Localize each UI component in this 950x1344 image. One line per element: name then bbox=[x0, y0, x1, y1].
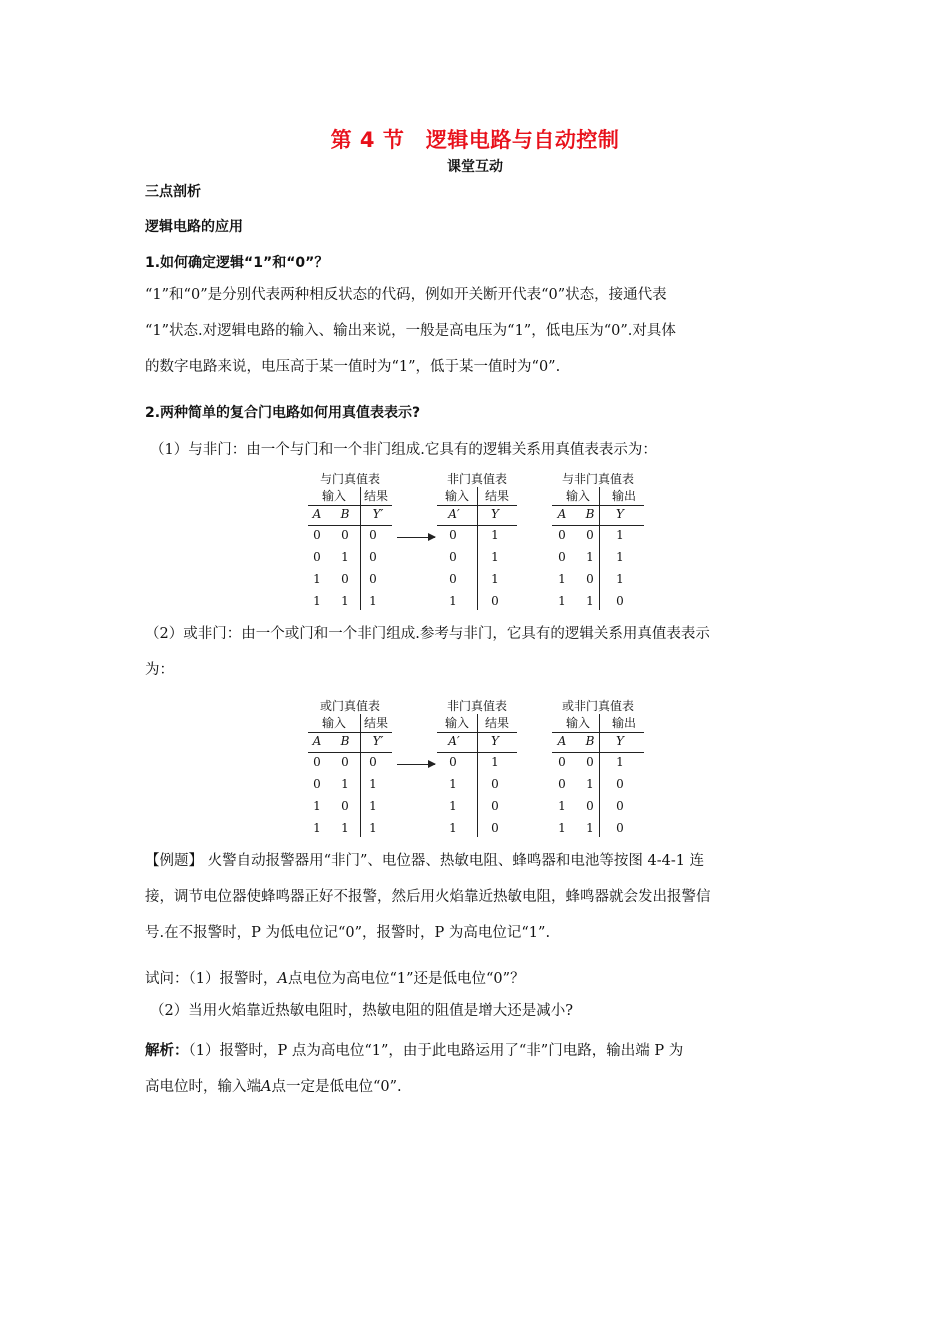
variable-row bbox=[552, 734, 644, 753]
or-truth-table bbox=[308, 697, 392, 837]
table-row: 1 1 1 bbox=[313, 821, 377, 835]
header-input: 输入 bbox=[444, 716, 469, 730]
table-row: 1 0 1 bbox=[313, 799, 377, 813]
arrow-icon bbox=[397, 537, 435, 538]
table-caption: 与非门真值表 bbox=[561, 472, 634, 486]
nor-intro-line-1: （2）或非门：由一个或门和一个非门组成.参考与非门，它具有的逻辑关系用真值表表示 bbox=[145, 626, 710, 642]
nor-intro bbox=[145, 616, 810, 688]
section-heading: 三点剖析 bbox=[145, 184, 201, 200]
header-input: 输入 bbox=[565, 716, 590, 730]
example-problem bbox=[145, 843, 810, 951]
header-input: 输入 bbox=[321, 716, 346, 730]
page-title: 第 4 节 逻辑电路与自动控制 bbox=[330, 128, 620, 152]
table-row: 0 1 bbox=[449, 528, 499, 542]
header-result: 结果 bbox=[484, 716, 509, 730]
nand-intro: （1）与非门：由一个与门和一个非门组成.它具有的逻辑关系用真值表表示为： bbox=[150, 442, 657, 458]
header-output: 输出 bbox=[611, 716, 636, 730]
table-row: 1 1 0 bbox=[558, 594, 624, 608]
not-truth-table bbox=[437, 470, 517, 610]
variable-row bbox=[308, 507, 392, 526]
example-label: 【例题】 bbox=[145, 853, 203, 869]
table-row: 1 0 0 bbox=[313, 572, 377, 586]
table-row: 1 1 1 bbox=[313, 594, 377, 608]
table-row: 1 1 0 bbox=[558, 821, 624, 835]
solution-line-2: 高电位时，输入端A点一定是低电位“0”. bbox=[145, 1079, 402, 1095]
variable-row bbox=[552, 507, 644, 526]
solution-label: 解析： bbox=[145, 1043, 189, 1059]
table-row: 1 0 1 bbox=[558, 572, 624, 586]
var-aprime: A′ bbox=[448, 507, 460, 521]
var-a: A bbox=[312, 507, 322, 521]
var-aprime: A′ bbox=[448, 734, 460, 748]
var-b: B bbox=[340, 734, 350, 748]
solution-line-1: 解析：（1）报警时，P 点为高电位“1”，由于此电路运用了“非”门电路，输出端 P 为 bbox=[145, 1043, 684, 1059]
table-row: 0 1 bbox=[449, 572, 499, 586]
and-truth-table bbox=[308, 470, 392, 610]
header-result: 结果 bbox=[484, 489, 509, 503]
var-b: B bbox=[585, 507, 595, 521]
table-row: 0 0 0 bbox=[313, 528, 377, 542]
var-yprime: Y′ bbox=[372, 734, 384, 748]
var-y: Y bbox=[616, 734, 624, 748]
solution bbox=[145, 1033, 810, 1105]
q1-line-1: “1”和“0”是分别代表两种相反状态的代码，例如开关断开代表“0”状态，接通代表 bbox=[145, 287, 667, 303]
var-yprime: Y′ bbox=[372, 507, 384, 521]
header-input: 输入 bbox=[321, 489, 346, 503]
table-row: 1 0 bbox=[449, 594, 499, 608]
header-input: 输入 bbox=[565, 489, 590, 503]
not-truth-table bbox=[437, 697, 517, 837]
table-header bbox=[552, 714, 644, 733]
header-output: 输出 bbox=[611, 489, 636, 503]
question-2: （2）当用火焰靠近热敏电阻时，热敏电阻的阻值是增大还是减小? bbox=[150, 1003, 573, 1019]
table-caption: 非门真值表 bbox=[446, 472, 507, 486]
q1-line-2: “1”状态.对逻辑电路的输入、输出来说，一般是高电压为“1”，低电压为“0”.对具体 bbox=[145, 323, 676, 339]
nor-truth-table bbox=[552, 697, 644, 837]
nor-intro-line-2: 为： bbox=[145, 662, 174, 678]
table-header bbox=[308, 487, 392, 506]
table-row: 0 1 0 bbox=[558, 777, 624, 791]
arrow-icon bbox=[397, 764, 435, 765]
example-line-1: 【例题】 火警自动报警器用“非门”、电位器、热敏电阻、蜂鸣器和电池等按图 4-4-1 连 bbox=[145, 853, 705, 869]
header-input: 输入 bbox=[444, 489, 469, 503]
nand-truth-table bbox=[552, 470, 644, 610]
example-questions bbox=[145, 963, 810, 1027]
var-b: B bbox=[585, 734, 595, 748]
table-row: 0 1 bbox=[449, 755, 499, 769]
var-y: Y bbox=[616, 507, 624, 521]
variable-row bbox=[308, 734, 392, 753]
question-1: 试问：（1）报警时，A点电位为高电位“1”还是低电位“0”？ bbox=[145, 971, 525, 987]
var-b: B bbox=[340, 507, 350, 521]
table-row: 0 1 bbox=[449, 550, 499, 564]
table-header bbox=[308, 714, 392, 733]
var-a: A bbox=[312, 734, 322, 748]
example-line-2: 接，调节电位器使蜂鸣器正好不报警，然后用火焰靠近热敏电阻，蜂鸣器就会发出报警信 bbox=[145, 889, 711, 905]
page-subtitle: 课堂互动 bbox=[447, 159, 503, 175]
table-row: 1 0 bbox=[449, 777, 499, 791]
table-row: 0 0 0 bbox=[313, 755, 377, 769]
question-1-heading: 1.如何确定逻辑“1”和“0”？ bbox=[145, 255, 329, 271]
table-row: 1 0 bbox=[449, 799, 499, 813]
table-row: 0 0 1 bbox=[558, 755, 624, 769]
example-line-3: 号.在不报警时，P 为低电位记“0”，报警时，P 为高电位记“1”. bbox=[145, 925, 551, 941]
question-2-heading: 2.两种简单的复合门电路如何用真值表表示? bbox=[145, 405, 421, 421]
var-y: Y bbox=[491, 507, 499, 521]
table-row: 1 0 0 bbox=[558, 799, 624, 813]
table-row: 0 1 0 bbox=[313, 550, 377, 564]
var-a: A bbox=[557, 734, 567, 748]
table-row: 0 1 1 bbox=[313, 777, 377, 791]
header-result: 结果 bbox=[363, 716, 388, 730]
table-caption: 或非门真值表 bbox=[561, 699, 634, 713]
table-caption: 或门真值表 bbox=[319, 699, 380, 713]
table-row: 1 0 bbox=[449, 821, 499, 835]
topic-heading: 逻辑电路的应用 bbox=[145, 219, 243, 235]
table-caption: 非门真值表 bbox=[446, 699, 507, 713]
q1-line-3: 的数字电路来说，电压高于某一值时为“1”，低于某一值时为“0”. bbox=[145, 359, 561, 375]
table-row: 0 1 1 bbox=[558, 550, 624, 564]
var-y: Y bbox=[491, 734, 499, 748]
var-a: A bbox=[557, 507, 567, 521]
table-row: 0 0 1 bbox=[558, 528, 624, 542]
question-1-answer bbox=[145, 277, 810, 385]
table-header bbox=[552, 487, 644, 506]
table-caption: 与门真值表 bbox=[319, 472, 380, 486]
header-result: 结果 bbox=[363, 489, 388, 503]
